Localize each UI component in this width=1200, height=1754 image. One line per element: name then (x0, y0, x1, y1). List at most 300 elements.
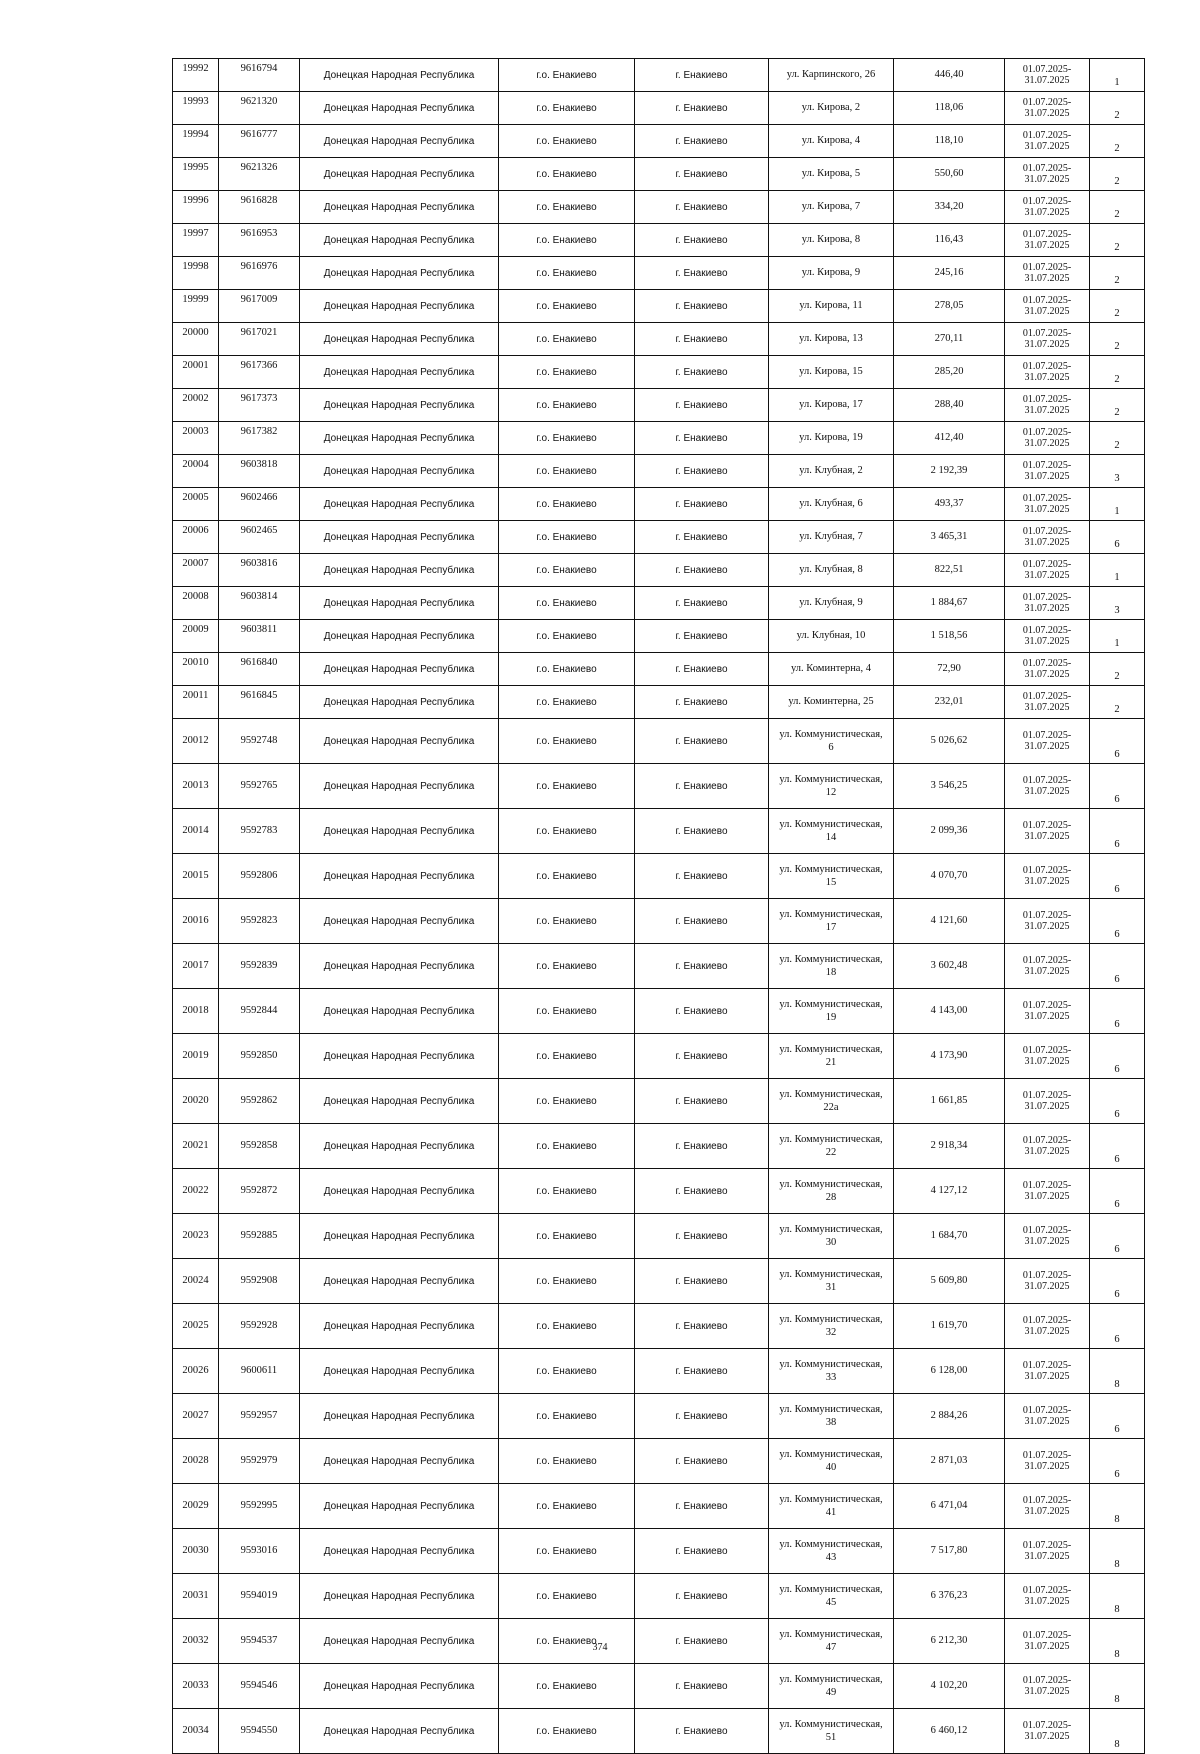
period-cell (1005, 1034, 1090, 1079)
class-cell: 1 (1090, 554, 1145, 587)
area-cell: 245,16 (894, 257, 1005, 290)
row-number-cell: 19996 (173, 191, 219, 224)
period-cell (1005, 1394, 1090, 1439)
city-cell: г. Енакиево (635, 356, 769, 389)
period-end: 31.07.2025 (1024, 1416, 1070, 1427)
class-cell: 6 (1090, 1169, 1145, 1214)
row-number-cell: 20025 (173, 1304, 219, 1349)
district-cell: г.о. Енакиево (499, 554, 635, 587)
district-cell: г.о. Енакиево (499, 125, 635, 158)
class-cell: 2 (1090, 191, 1145, 224)
house-number: 47 (825, 1642, 837, 1653)
object-code-cell: 9616953 (219, 224, 300, 257)
area-cell: 3 602,48 (894, 944, 1005, 989)
district-cell: г.о. Енакиево (499, 587, 635, 620)
district-cell: г.о. Енакиево (499, 1529, 635, 1574)
period-end: 31.07.2025 (1024, 306, 1070, 317)
region-cell: Донецкая Народная Республика (300, 125, 499, 158)
district-cell: г.о. Енакиево (499, 1259, 635, 1304)
area-cell: 4 070,70 (894, 854, 1005, 899)
object-code-cell: 9616777 (219, 125, 300, 158)
class-cell: 2 (1090, 422, 1145, 455)
house-number: 14 (825, 832, 837, 843)
table-row (173, 389, 1145, 422)
house-number: 18 (825, 967, 837, 978)
period-cell (1005, 1439, 1090, 1484)
row-number-cell: 20018 (173, 989, 219, 1034)
region-cell: Донецкая Народная Республика (300, 1349, 499, 1394)
house-number: 19 (825, 1012, 837, 1023)
address-cell (769, 899, 894, 944)
table-row (173, 653, 1145, 686)
area-cell: 412,40 (894, 422, 1005, 455)
row-number-cell: 19994 (173, 125, 219, 158)
address-cell: ул. Кирова, 13 (769, 323, 894, 356)
city-cell: г. Енакиево (635, 1574, 769, 1619)
class-cell: 3 (1090, 587, 1145, 620)
area-cell: 1 518,56 (894, 620, 1005, 653)
address-cell: ул. Кирова, 7 (769, 191, 894, 224)
period-end: 31.07.2025 (1024, 1011, 1070, 1022)
table-row (173, 1664, 1145, 1709)
class-cell: 1 (1090, 620, 1145, 653)
city-cell: г. Енакиево (635, 719, 769, 764)
period-start: 01.07.2025- (1022, 294, 1072, 306)
table-row (173, 1574, 1145, 1619)
table-row (173, 620, 1145, 653)
region-cell: Донецкая Народная Республика (300, 389, 499, 422)
district-cell: г.о. Енакиево (499, 257, 635, 290)
period-start: 01.07.2025- (1022, 774, 1072, 786)
object-code-cell: 9617009 (219, 290, 300, 323)
house-number: 38 (825, 1417, 837, 1428)
class-cell: 8 (1090, 1574, 1145, 1619)
area-cell: 6 471,04 (894, 1484, 1005, 1529)
object-code-cell: 9594537 (219, 1619, 300, 1664)
city-cell: г. Енакиево (635, 290, 769, 323)
address-cell: ул. Кирова, 4 (769, 125, 894, 158)
period-cell (1005, 521, 1090, 554)
city-cell: г. Енакиево (635, 587, 769, 620)
district-cell: г.о. Енакиево (499, 158, 635, 191)
row-number-cell: 20008 (173, 587, 219, 620)
class-cell: 6 (1090, 521, 1145, 554)
address-cell: ул. Коминтерна, 4 (769, 653, 894, 686)
district-cell: г.о. Енакиево (499, 764, 635, 809)
district-cell: г.о. Енакиево (499, 989, 635, 1034)
table-row (173, 686, 1145, 719)
period-start: 01.07.2025- (1022, 558, 1072, 570)
address-cell (769, 1259, 894, 1304)
area-cell: 118,06 (894, 92, 1005, 125)
period-start: 01.07.2025- (1022, 492, 1072, 504)
area-cell: 2 884,26 (894, 1394, 1005, 1439)
table-row (173, 1214, 1145, 1259)
object-code-cell: 9593016 (219, 1529, 300, 1574)
house-number: 30 (825, 1237, 837, 1248)
period-cell (1005, 323, 1090, 356)
period-cell (1005, 389, 1090, 422)
district-cell: г.о. Енакиево (499, 389, 635, 422)
city-cell: г. Енакиево (635, 59, 769, 92)
period-cell (1005, 356, 1090, 389)
table-row (173, 1484, 1145, 1529)
object-code-cell: 9600611 (219, 1349, 300, 1394)
row-number-cell: 20024 (173, 1259, 219, 1304)
class-cell: 6 (1090, 764, 1145, 809)
area-cell: 285,20 (894, 356, 1005, 389)
period-end: 31.07.2025 (1024, 1101, 1070, 1112)
region-cell: Донецкая Народная Республика (300, 653, 499, 686)
period-start: 01.07.2025- (1022, 1314, 1072, 1326)
row-number-cell: 20033 (173, 1664, 219, 1709)
address-cell (769, 1664, 894, 1709)
area-cell: 2 871,03 (894, 1439, 1005, 1484)
class-cell: 2 (1090, 323, 1145, 356)
period-cell (1005, 944, 1090, 989)
period-cell (1005, 158, 1090, 191)
object-code-cell: 9592850 (219, 1034, 300, 1079)
period-end: 31.07.2025 (1024, 786, 1070, 797)
region-cell: Донецкая Народная Республика (300, 1304, 499, 1349)
object-code-cell: 9592858 (219, 1124, 300, 1169)
page-number: 374 (592, 1642, 608, 1653)
address-cell (769, 1349, 894, 1394)
table-row (173, 1169, 1145, 1214)
class-cell: 6 (1090, 1394, 1145, 1439)
object-code-cell: 9592839 (219, 944, 300, 989)
class-cell: 6 (1090, 899, 1145, 944)
city-cell: г. Енакиево (635, 1034, 769, 1079)
table-row (173, 944, 1145, 989)
area-cell: 2 918,34 (894, 1124, 1005, 1169)
object-code-cell: 9616794 (219, 59, 300, 92)
class-cell: 6 (1090, 1214, 1145, 1259)
area-cell: 270,11 (894, 323, 1005, 356)
city-cell: г. Енакиево (635, 1304, 769, 1349)
region-cell: Донецкая Народная Республика (300, 1169, 499, 1214)
city-cell: г. Енакиево (635, 158, 769, 191)
class-cell: 2 (1090, 389, 1145, 422)
object-code-cell: 9617382 (219, 422, 300, 455)
period-end: 31.07.2025 (1024, 1056, 1070, 1067)
period-cell (1005, 1619, 1090, 1664)
address-cell (769, 1169, 894, 1214)
street-name: ул. Коммунистическая, (779, 1133, 883, 1145)
region-cell: Донецкая Народная Республика (300, 224, 499, 257)
class-cell: 6 (1090, 719, 1145, 764)
address-cell: ул. Кирова, 15 (769, 356, 894, 389)
area-cell: 6 460,12 (894, 1709, 1005, 1754)
row-number-cell: 20017 (173, 944, 219, 989)
object-code-cell: 9592872 (219, 1169, 300, 1214)
address-cell (769, 1394, 894, 1439)
period-cell (1005, 899, 1090, 944)
city-cell: г. Енакиево (635, 944, 769, 989)
period-start: 01.07.2025- (1022, 162, 1072, 174)
object-code-cell: 9592957 (219, 1394, 300, 1439)
city-cell: г. Енакиево (635, 1169, 769, 1214)
period-end: 31.07.2025 (1024, 702, 1070, 713)
city-cell: г. Енакиево (635, 1124, 769, 1169)
row-number-cell: 20013 (173, 764, 219, 809)
area-cell: 493,37 (894, 488, 1005, 521)
city-cell: г. Енакиево (635, 554, 769, 587)
street-name: ул. Коммунистическая, (779, 863, 883, 875)
region-cell: Донецкая Народная Республика (300, 1709, 499, 1754)
period-start: 01.07.2025- (1022, 1359, 1072, 1371)
district-cell: г.о. Енакиево (499, 1079, 635, 1124)
row-number-cell: 20000 (173, 323, 219, 356)
area-cell: 1 684,70 (894, 1214, 1005, 1259)
table-row (173, 809, 1145, 854)
period-end: 31.07.2025 (1024, 636, 1070, 647)
period-cell (1005, 764, 1090, 809)
house-number: 51 (825, 1732, 837, 1743)
city-cell: г. Енакиево (635, 1394, 769, 1439)
address-cell (769, 1709, 894, 1754)
period-start: 01.07.2025- (1022, 909, 1072, 921)
class-cell: 2 (1090, 290, 1145, 323)
area-cell: 5 026,62 (894, 719, 1005, 764)
class-cell: 8 (1090, 1529, 1145, 1574)
region-cell: Донецкая Народная Республика (300, 323, 499, 356)
row-number-cell: 20023 (173, 1214, 219, 1259)
period-cell (1005, 554, 1090, 587)
region-cell: Донецкая Народная Республика (300, 1214, 499, 1259)
period-end: 31.07.2025 (1024, 405, 1070, 416)
address-cell (769, 809, 894, 854)
street-name: ул. Коммунистическая, (779, 1043, 883, 1055)
object-code-cell: 9594019 (219, 1574, 300, 1619)
period-end: 31.07.2025 (1024, 372, 1070, 383)
period-end: 31.07.2025 (1024, 273, 1070, 284)
class-cell: 2 (1090, 224, 1145, 257)
district-cell: г.о. Енакиево (499, 1664, 635, 1709)
period-start: 01.07.2025- (1022, 393, 1072, 405)
period-cell (1005, 1574, 1090, 1619)
records-table (172, 58, 1145, 1754)
row-number-cell: 19998 (173, 257, 219, 290)
city-cell: г. Енакиево (635, 854, 769, 899)
class-cell: 6 (1090, 1034, 1145, 1079)
period-cell (1005, 1709, 1090, 1754)
period-end: 31.07.2025 (1024, 1326, 1070, 1337)
address-cell (769, 1529, 894, 1574)
table-row (173, 92, 1145, 125)
class-cell: 6 (1090, 1259, 1145, 1304)
period-cell (1005, 1124, 1090, 1169)
table-row (173, 422, 1145, 455)
period-cell (1005, 1664, 1090, 1709)
period-start: 01.07.2025- (1022, 1629, 1072, 1641)
city-cell: г. Енакиево (635, 323, 769, 356)
table-row (173, 1034, 1145, 1079)
object-code-cell: 9616976 (219, 257, 300, 290)
class-cell: 2 (1090, 92, 1145, 125)
period-cell (1005, 191, 1090, 224)
row-number-cell: 19993 (173, 92, 219, 125)
region-cell: Донецкая Народная Республика (300, 1394, 499, 1439)
district-cell: г.о. Енакиево (499, 809, 635, 854)
class-cell: 3 (1090, 455, 1145, 488)
city-cell: г. Енакиево (635, 1079, 769, 1124)
city-cell: г. Енакиево (635, 899, 769, 944)
period-end: 31.07.2025 (1024, 1371, 1070, 1382)
period-end: 31.07.2025 (1024, 1191, 1070, 1202)
period-cell (1005, 686, 1090, 719)
city-cell: г. Енакиево (635, 191, 769, 224)
period-start: 01.07.2025- (1022, 819, 1072, 831)
city-cell: г. Енакиево (635, 257, 769, 290)
region-cell: Донецкая Народная Республика (300, 1574, 499, 1619)
class-cell: 6 (1090, 944, 1145, 989)
house-number: 21 (825, 1057, 837, 1068)
object-code-cell: 9592862 (219, 1079, 300, 1124)
period-end: 31.07.2025 (1024, 438, 1070, 449)
object-code-cell: 9592823 (219, 899, 300, 944)
house-number: 40 (825, 1462, 837, 1473)
row-number-cell: 20002 (173, 389, 219, 422)
period-end: 31.07.2025 (1024, 921, 1070, 932)
address-cell (769, 1214, 894, 1259)
row-number-cell: 19995 (173, 158, 219, 191)
city-cell: г. Енакиево (635, 1709, 769, 1754)
street-name: ул. Коммунистическая, (779, 1088, 883, 1100)
period-cell (1005, 620, 1090, 653)
class-cell: 8 (1090, 1664, 1145, 1709)
address-cell (769, 1304, 894, 1349)
house-number: 31 (825, 1282, 837, 1293)
street-name: ул. Коммунистическая, (779, 1178, 883, 1190)
district-cell: г.о. Енакиево (499, 1619, 635, 1664)
area-cell: 446,40 (894, 59, 1005, 92)
table-row (173, 854, 1145, 899)
object-code-cell: 9617373 (219, 389, 300, 422)
address-cell (769, 989, 894, 1034)
class-cell: 6 (1090, 1439, 1145, 1484)
period-cell (1005, 125, 1090, 158)
object-code-cell: 9621326 (219, 158, 300, 191)
period-cell (1005, 1214, 1090, 1259)
region-cell: Донецкая Народная Республика (300, 92, 499, 125)
region-cell: Донецкая Народная Республика (300, 809, 499, 854)
table-row (173, 764, 1145, 809)
region-cell: Донецкая Народная Республика (300, 1034, 499, 1079)
address-cell: ул. Кирова, 11 (769, 290, 894, 323)
period-cell (1005, 455, 1090, 488)
district-cell: г.о. Енакиево (499, 59, 635, 92)
period-end: 31.07.2025 (1024, 603, 1070, 614)
object-code-cell: 9602465 (219, 521, 300, 554)
object-code-cell: 9617366 (219, 356, 300, 389)
object-code-cell: 9616840 (219, 653, 300, 686)
period-cell (1005, 1529, 1090, 1574)
period-cell (1005, 1169, 1090, 1214)
district-cell: г.о. Енакиево (499, 92, 635, 125)
region-cell: Донецкая Народная Республика (300, 686, 499, 719)
city-cell: г. Енакиево (635, 422, 769, 455)
region-cell: Донецкая Народная Республика (300, 455, 499, 488)
table-row (173, 587, 1145, 620)
period-start: 01.07.2025- (1022, 459, 1072, 471)
class-cell: 6 (1090, 809, 1145, 854)
city-cell: г. Енакиево (635, 125, 769, 158)
house-number: 22 (825, 1147, 837, 1158)
district-cell: г.о. Енакиево (499, 1574, 635, 1619)
row-number-cell: 20030 (173, 1529, 219, 1574)
period-start: 01.07.2025- (1022, 1404, 1072, 1416)
period-start: 01.07.2025- (1022, 999, 1072, 1011)
house-number: 41 (825, 1507, 837, 1518)
period-end: 31.07.2025 (1024, 1641, 1070, 1652)
row-number-cell: 20031 (173, 1574, 219, 1619)
period-cell (1005, 422, 1090, 455)
city-cell: г. Енакиево (635, 224, 769, 257)
city-cell: г. Енакиево (635, 389, 769, 422)
area-cell: 4 121,60 (894, 899, 1005, 944)
object-code-cell: 9592783 (219, 809, 300, 854)
city-cell: г. Енакиево (635, 92, 769, 125)
row-number-cell: 20026 (173, 1349, 219, 1394)
object-code-cell: 9594546 (219, 1664, 300, 1709)
object-code-cell: 9592995 (219, 1484, 300, 1529)
region-cell: Донецкая Народная Республика (300, 422, 499, 455)
city-cell: г. Енакиево (635, 1619, 769, 1664)
region-cell: Донецкая Народная Республика (300, 1484, 499, 1529)
period-start: 01.07.2025- (1022, 624, 1072, 636)
period-start: 01.07.2025- (1022, 1134, 1072, 1146)
period-end: 31.07.2025 (1024, 669, 1070, 680)
row-number-cell: 20001 (173, 356, 219, 389)
row-number-cell: 20011 (173, 686, 219, 719)
table-row (173, 719, 1145, 764)
street-name: ул. Коммунистическая, (779, 1313, 883, 1325)
period-end: 31.07.2025 (1024, 504, 1070, 515)
period-start: 01.07.2025- (1022, 1179, 1072, 1191)
table-row (173, 1259, 1145, 1304)
period-start: 01.07.2025- (1022, 1044, 1072, 1056)
table-row (173, 1304, 1145, 1349)
period-cell (1005, 488, 1090, 521)
class-cell: 6 (1090, 1124, 1145, 1169)
city-cell: г. Енакиево (635, 1259, 769, 1304)
class-cell: 2 (1090, 356, 1145, 389)
class-cell: 6 (1090, 854, 1145, 899)
period-start: 01.07.2025- (1022, 1224, 1072, 1236)
period-end: 31.07.2025 (1024, 966, 1070, 977)
period-end: 31.07.2025 (1024, 75, 1070, 86)
street-name: ул. Коммунистическая, (779, 1448, 883, 1460)
period-cell (1005, 224, 1090, 257)
district-cell: г.о. Енакиево (499, 191, 635, 224)
region-cell: Донецкая Народная Республика (300, 59, 499, 92)
area-cell: 6 376,23 (894, 1574, 1005, 1619)
period-cell (1005, 290, 1090, 323)
object-code-cell: 9617021 (219, 323, 300, 356)
table-row (173, 899, 1145, 944)
row-number-cell: 20007 (173, 554, 219, 587)
area-cell: 334,20 (894, 191, 1005, 224)
object-code-cell: 9616845 (219, 686, 300, 719)
district-cell: г.о. Енакиево (499, 686, 635, 719)
period-end: 31.07.2025 (1024, 1596, 1070, 1607)
district-cell: г.о. Енакиево (499, 944, 635, 989)
period-start: 01.07.2025- (1022, 1449, 1072, 1461)
object-code-cell: 9616828 (219, 191, 300, 224)
area-cell: 6 212,30 (894, 1619, 1005, 1664)
table-row (173, 455, 1145, 488)
